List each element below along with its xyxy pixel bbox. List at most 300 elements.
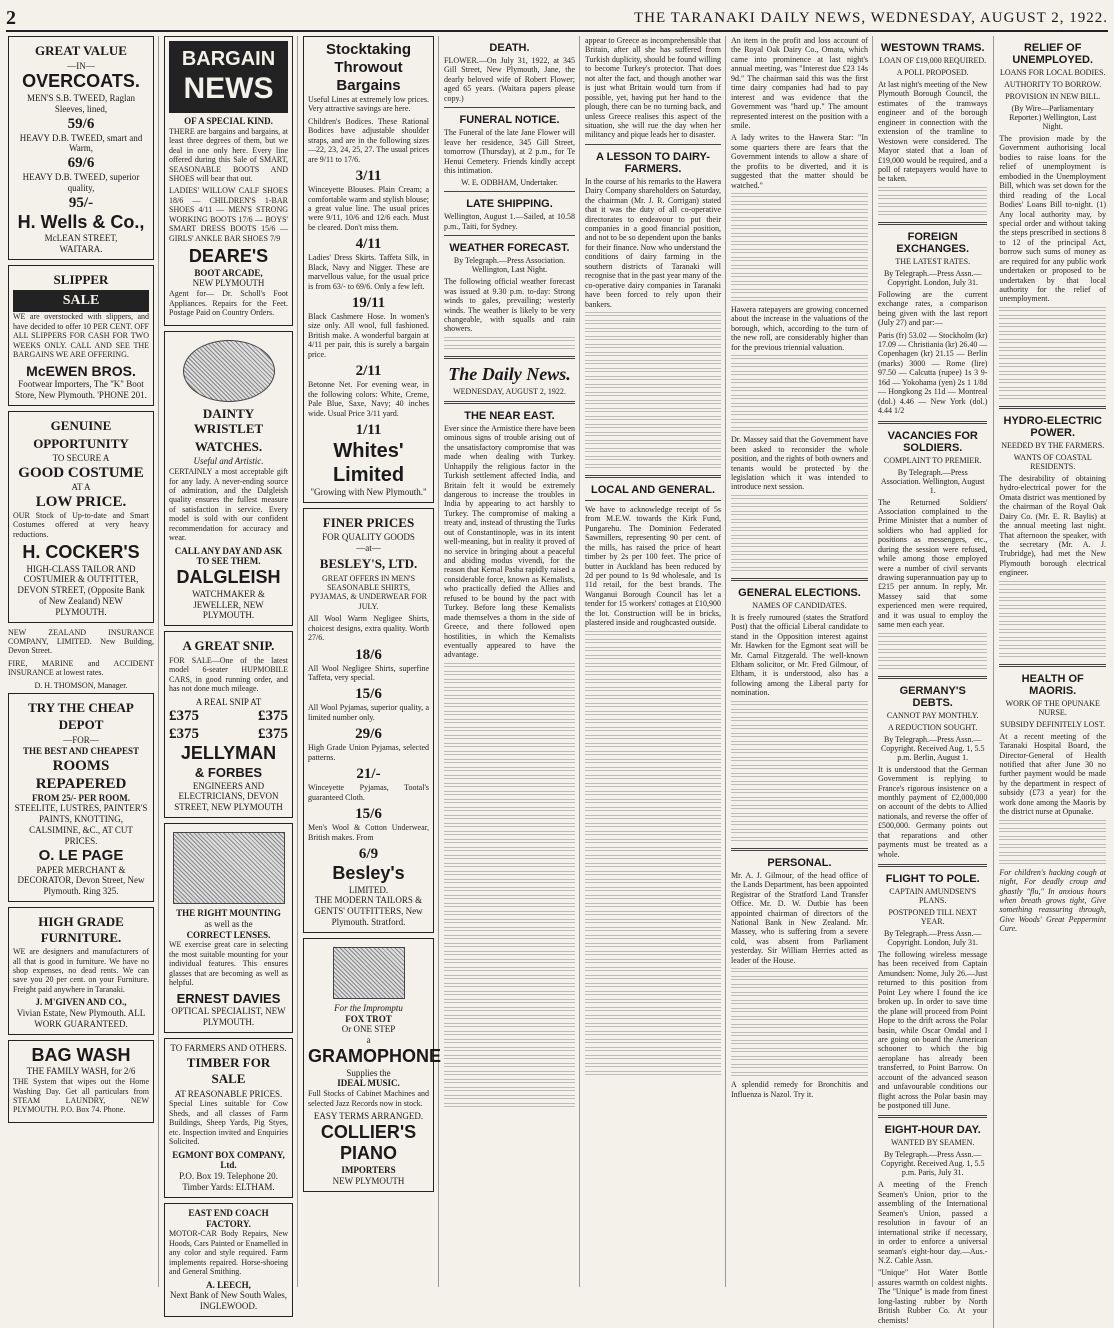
jellyman-text: FOR SALE—One of the latest model 6-seater HUPMOBILE CARS, in good running order, and has not done much mileage.: [169, 655, 288, 694]
text-filler: [585, 807, 721, 813]
text-filler: [731, 733, 868, 739]
giveen-text: WE are designers and manufacturers of all that is good in furniture. We have no shop expenses, no dead rents. We can save you 20 per cent. on your Furniture. Freight paid anywhere in Taranaki.: [13, 947, 149, 994]
wells-address-2: WAITARA.: [59, 244, 103, 255]
his-masters-voice-logo: [333, 947, 405, 999]
jellyman-name: JELLYMAN: [180, 743, 277, 764]
dalgleish-advert: [164, 331, 293, 627]
pole-sub-2: POSTPONED TILL NEXT YEAR.: [888, 908, 977, 926]
insurance-text-1: NEW ZEALAND INSURANCE COMPANY, LIMITED. New Building, Devon Street.: [8, 627, 154, 656]
text-filler: [444, 703, 575, 709]
text-filler: [444, 1071, 575, 1077]
text-filler: [731, 225, 868, 231]
text-filler: [731, 511, 868, 517]
text-filler: [999, 589, 1106, 595]
jellyman-price-4: £375: [258, 726, 288, 743]
text-filler: [585, 1031, 721, 1037]
text-filler: [731, 1008, 868, 1014]
jellyman-prices-1: [169, 707, 288, 725]
hydro-sub: NEEDED BY THE FARMERS.: [1001, 440, 1105, 450]
text-filler: [999, 844, 1106, 850]
text-filler: [731, 503, 868, 509]
divider: [731, 848, 868, 851]
rubber-notice: "Unique" Hot Water Bottle assures warmth on coldest nights. The "Unique" is made from finest long-lasting rubber by North British Rubber Co. At your chemists!: [878, 1268, 988, 1325]
factory-text: MOTOR-CAR Body Repairs, New Hoods, Cars Painted or Enamelled in any color and style required. Farm implements repaired. Horse-shoeing and General Smithing.: [169, 1229, 288, 1277]
timber-advert: [164, 1038, 293, 1198]
hydro-text: The desirability of obtaining hydro-electrical power for the Omata district was mentioned by the chairman of the Royal Oak Dairy Co. (Mr. E. R. Baylis) at the annual meeting last night. That afternoon the speaker, with the secretary (Mr. A. J. Trubridge), had met the New Plymouth borough electrical engineer.: [999, 473, 1106, 578]
text-filler: [731, 797, 868, 803]
dalgleish-sub: Useful and Artistic.: [193, 456, 264, 467]
text-filler: [585, 903, 721, 909]
unemployed-heading: RELIEF OF UNEMPLOYED.: [1012, 42, 1094, 66]
whites-advert: [303, 36, 434, 503]
local-item-massey: Dr. Massey said that the Government have been asked to reconsider the whole position, and the rights of both owners and tenants would be protected by the legislation which it was intended to introduce next session.: [731, 435, 868, 492]
text-filler: [585, 424, 721, 430]
text-filler: [731, 717, 868, 723]
maoris-text: At a recent meeting of the Taranaki Hospital Board, the Director-General of Health notified that after June 30 no further payment would be made by the department in respect of subsidy (£73 a year) for the work done among the Maoris by the district nurse at Opunake.: [999, 731, 1106, 817]
depot-desc: PAPER MERCHANT & DECORATOR, Devon Street, New Plymouth. Ring 325.: [17, 864, 145, 897]
exchanges-text: Following are the current exchange rates, a comparison being given with the last report (July 27) and par:—: [878, 289, 988, 328]
text-filler: [585, 1015, 721, 1021]
text-filler: [731, 379, 868, 385]
trams-sub-2: A POLL PROPOSED.: [896, 68, 969, 77]
whites-item-2: Winceyette Blouses. Plain Cream; a comfortable warm and stylish blouse; a great value line. The usual prices were 9/11, 10/6 and 12/6 each. Must be cleared. Don't miss them.: [308, 185, 429, 232]
column-2: [160, 36, 298, 1312]
besley-item-5: Winceyette Pyjamas, Tootal's guaranteed Cloth.: [308, 783, 429, 802]
besley-offer: GREAT OFFERS IN MEN'S SEASONABLE SHIRTS, PYJAMAS, & UNDERWEAR FOR JULY.: [310, 573, 427, 611]
maoris-sub: WORK OF THE OPUNAKE NURSE.: [1005, 698, 1100, 717]
text-filler: [585, 991, 721, 997]
besley-title-1: FINER PRICES: [322, 514, 415, 530]
bargain-text: THERE are bargains and bargains, at least three degrees of them, but we deal in one only here. Every line offered during this Sale of SMART, SEASONABLE BOOTS AND SHOES will bear that out.: [169, 126, 288, 183]
text-filler: [444, 337, 575, 343]
davies-name: ERNEST DAVIES: [176, 990, 281, 1006]
personal-heading: PERSONAL.: [767, 856, 832, 869]
text-filler: [731, 281, 868, 287]
text-filler: [585, 456, 721, 462]
text-filler: [878, 633, 987, 639]
divider: [731, 578, 868, 581]
text-filler: [731, 419, 868, 425]
unemployed-text: The provision made by the Government authorising local bodies to raise loans for the relief of unemployment is embodied in the Unemployment Bill, which was set down for the third reading of the Local Bodies' Loans Bill to-night. (1) Any local authority may, by special order and without taking the steps prescribed in sections 8 to 12 of the principal Act, borrow such sums of money as are required for any public work undertaken or proposed to be undertaken by that local authority for the relief of unemployment.: [999, 134, 1106, 304]
text-filler: [731, 395, 868, 401]
text-filler: [999, 629, 1106, 635]
depot-line-1: —FOR—: [63, 734, 99, 745]
text-filler: [444, 1095, 575, 1101]
dalgleish-title-1: DAINTY WRISTLET: [193, 405, 264, 437]
dalgleish-name: DALGLEISH: [176, 567, 281, 588]
pole-byline: By Telegraph.—Press Assn.—Copyright. London, July 31.: [883, 929, 982, 947]
column-5: [581, 36, 726, 1287]
divider: [444, 191, 575, 192]
besley-price-3: 29/6: [355, 726, 382, 743]
wells-name: H. Wells & Co.,: [17, 211, 145, 232]
text-filler: [444, 887, 575, 893]
soldiers-heading: VACANCIES FOR SOLDIERS.: [887, 429, 978, 454]
text-filler: [731, 233, 868, 239]
text-filler: [731, 741, 868, 747]
bagwash-text: THE System that wipes out the Home Washing Day. Get all particulars from STEAM LAUNDRY, NEW PLYMOUTH. P.O. Box 74. Phone.: [13, 1077, 149, 1115]
eighthour-text: A meeting of the French Seamen's Union, prior to the assembling of the International Seamen's Union, passed a resolution in favour of an international strike if necessary, in order to enforce a universal seaman's eight-hour day.—Aus.-N.Z. Cable Assn.: [878, 1180, 988, 1265]
text-filler: [444, 1063, 575, 1069]
germany-heading: GERMANY'S DEBTS.: [899, 684, 966, 709]
column-1: [4, 36, 159, 1287]
column-7: [874, 36, 1110, 1325]
text-filler: [444, 927, 575, 933]
text-filler: [731, 725, 868, 731]
jellyman-prices-2: [169, 725, 288, 743]
jellyman-title: A GREAT SNIP.: [182, 638, 275, 654]
text-filler: [585, 368, 721, 374]
text-filler: [731, 1040, 868, 1046]
text-filler: [444, 919, 575, 925]
trams-sub: LOAN OF £19,000 REQUIRED.: [879, 56, 987, 65]
text-filler: [585, 823, 721, 829]
leader-continued: appear to Greece as incomprehensible that Britain, after all she has suffered from Turkish duplicity, should be found willing to become Turkey's protector. That does not alter the fact, and though another war is just what Britain would turn from if possible, yet, having put her hand to the plough, there can be no turning back, and unless Greece realises this aspect of the situation, she will rue the day when her militancy and pique leads her to disaster.: [585, 36, 721, 140]
collier-line-4: a: [366, 1035, 371, 1046]
exchanges-sub: THE LATEST RATES.: [895, 256, 971, 266]
text-filler: [731, 543, 868, 549]
text-filler: [585, 895, 721, 901]
text-filler: [731, 1024, 868, 1030]
besley-item-4: High Grade Union Pyjamas, selected patterns.: [308, 743, 429, 762]
divider: [878, 864, 987, 867]
local-general-heading: LOCAL AND GENERAL.: [590, 483, 716, 496]
text-filler: [585, 863, 721, 869]
whites-title-3: Bargains: [336, 77, 401, 94]
collier-name: COLLIER'S: [320, 1121, 417, 1142]
text-filler: [585, 831, 721, 837]
text-filler: [444, 1039, 575, 1045]
text-filler: [585, 312, 721, 318]
text-filler: [585, 959, 721, 965]
col7-left: [878, 36, 987, 1328]
besley-ltd: LIMITED.: [348, 884, 389, 895]
davies-text: WE exercise great care in selecting the most suitable mounting for your individual features. This ensures glasses that are becoming as well as helpful.: [169, 940, 288, 988]
text-filler: [585, 1071, 721, 1077]
text-filler: [585, 1039, 721, 1045]
cocker-line-3: AT A: [71, 481, 91, 492]
text-filler: [585, 887, 721, 893]
text-filler: [999, 339, 1106, 345]
besley-at: —at—: [356, 543, 381, 554]
col7-split: [878, 36, 1106, 1328]
divider: [878, 1115, 987, 1118]
page-number: 2: [6, 6, 17, 29]
text-filler: [999, 852, 1106, 858]
text-filler: [999, 315, 1106, 321]
general-elections-sub: NAMES OF CANDIDATES.: [752, 600, 847, 610]
divider: [444, 235, 575, 236]
text-filler: [585, 376, 721, 382]
text-filler: [585, 1007, 721, 1013]
text-filler: [878, 195, 987, 201]
text-filler: [585, 703, 721, 709]
text-filler: [444, 663, 575, 669]
depot-title-2: DEPOT: [58, 717, 104, 733]
text-filler: [999, 621, 1106, 627]
bagwash-sub: THE FAMILY WASH, for 2/6: [26, 1066, 136, 1077]
text-filler: [444, 687, 575, 693]
divider: [999, 664, 1106, 667]
wells-advert: [8, 36, 154, 260]
text-filler: [585, 783, 721, 789]
whites-price-4: 2/11: [355, 363, 382, 380]
funeral-text: The Funeral of the late Jane Flower will leave her residence, 345 Gill Street, tomorrow (Thursday), at 2 p.m., for Te Henui Cemetery. Friends kindly accept this intimation.: [444, 128, 575, 175]
text-filler: [444, 727, 575, 733]
text-filler: [444, 679, 575, 685]
text-filler: [585, 360, 721, 366]
text-filler: [999, 836, 1106, 842]
text-filler: [585, 1055, 721, 1061]
divider: [444, 401, 575, 404]
depot-line-4: FROM 25/- PER ROOM.: [32, 792, 130, 803]
collier-line-5: Supplies the: [346, 1067, 391, 1078]
whites-item-3: Ladies' Dress Skirts. Taffeta Silk, in Black, Navy and Nigger. These are marvellous value, for the usual price is from 63/- to 69/6. Only a few left.: [308, 253, 429, 291]
germany-text: It is understood that the German Government is replying to France's rigorous insistence on a monthly payment of £2,000,000 on account of the debts to Allied nationals, and reverse the offer of £500,000. Germany points out that reparations and other payments must be treated as a whole.: [878, 764, 988, 859]
local-item-hawera-valuations: Hawera ratepayers are growing concerned about the increase in the valuations of the borough, which, according to the turn of the new roll, are considerably higher than for the previous triennial valuation.: [731, 305, 868, 352]
text-filler: [585, 384, 721, 390]
besley-item-2: All Wool Negligee Shirts, superfine Taffeta, very special.: [308, 663, 429, 683]
text-filler: [878, 641, 987, 647]
column-6: [727, 36, 873, 1287]
bronchitis-notice: A splendid remedy for Bronchitis and Influenza is Nazol. Try it.: [731, 1080, 868, 1099]
exchanges-heading: FOREIGN EXCHANGES.: [896, 230, 970, 255]
text-filler: [585, 927, 721, 933]
whites-title-2: Throwout: [334, 59, 403, 76]
death-heading: DEATH.: [489, 42, 530, 54]
text-filler: [444, 1103, 575, 1109]
wells-price-3: 95/-: [68, 194, 94, 211]
besley-name: BESLEY'S, LTD.: [319, 555, 418, 571]
hydro-heading: HYDRO-ELECTRIC POWER.: [1003, 414, 1102, 439]
deare-name-2: BOOT ARCADE,: [194, 267, 263, 278]
text-filler: [999, 347, 1106, 353]
text-filler: [878, 187, 987, 193]
besley-item-3: All Wool Pyjamas, superior quality, a limited number only.: [308, 703, 429, 722]
text-filler: [999, 597, 1106, 603]
insurance-manager: D. H. THOMSON, Manager.: [34, 680, 128, 690]
jellyman-price-3: £375: [169, 726, 199, 743]
collier-line-2: FOX TROT: [345, 1013, 392, 1024]
text-filler: [585, 1023, 721, 1029]
deare-advert: [164, 36, 293, 326]
shipping-text: Wellington, August 1.—Sailed, at 10.58 p.m., Taiti, for Sydney.: [444, 212, 575, 231]
unemployed-byline: (By Wire—Parliamentary Reporter.) Wellington, Last Night.: [1009, 104, 1097, 131]
text-filler: [444, 1015, 575, 1021]
text-filler: [585, 1047, 721, 1053]
dalgleish-text: CERTAINLY a most acceptable gift for any lady. A never-ending source of admiration, and the Dalgleish quality ensures the fullest measure of satisfaction in service. Every model is sold with our confident recommendation for accuracy and wear.: [169, 467, 288, 543]
text-filler: [731, 709, 868, 715]
leader-heading: THE NEAR EAST.: [464, 409, 555, 422]
collier-line-1: For the Impromptu: [334, 1002, 403, 1013]
text-filler: [444, 911, 575, 917]
text-filler: [731, 257, 868, 263]
shipping-heading: LATE SHIPPING.: [466, 198, 553, 211]
text-filler: [731, 527, 868, 533]
text-filler: [999, 323, 1106, 329]
cocker-line-2: GOOD COSTUME: [18, 464, 144, 481]
text-filler: [444, 719, 575, 725]
text-filler: [731, 363, 868, 369]
text-filler: [731, 701, 868, 707]
text-filler: [731, 427, 868, 433]
text-filler: [731, 273, 868, 279]
deare-name: DEARE'S: [188, 246, 269, 267]
text-filler: [999, 355, 1106, 361]
spectacles-illustration: [173, 832, 285, 904]
weather-heading: WEATHER FORECAST.: [449, 242, 570, 255]
text-filler: [585, 432, 721, 438]
besley-advert: [303, 508, 434, 933]
besley-item-6: Men's Wool & Cotton Underwear, British makes. From: [308, 823, 429, 842]
text-filler: [731, 821, 868, 827]
text-filler: [999, 387, 1106, 393]
maoris-heading: HEALTH OF MAORIS.: [1021, 672, 1084, 697]
text-filler: [444, 967, 575, 973]
weather-byline: By Telegraph.—Press Association. Wellington, Last Night.: [453, 256, 566, 275]
text-filler: [999, 605, 1106, 611]
personal-text: Mr. A. J. Gilmour, of the head office of the Lands Department, has been appointed Registrar of the Stratford Land Transfer Office. Mr. D. W. Dutbie has been appointed chairman of directors of the National Bank in New Zealand. Mr. Massey, who is suffering from a severe cold, was absent from Parliament yesterday. Sir William Herries acted as leader of the House.: [731, 870, 868, 965]
text-filler: [444, 959, 575, 965]
wells-item-3: HEAVY D.B. TWEED, superior quality,: [22, 172, 140, 193]
jellyman-name-2: & FORBES: [194, 764, 263, 780]
text-filler: [444, 1031, 575, 1037]
text-filler: [444, 711, 575, 717]
bargain-news-banner: [169, 41, 288, 113]
timber-sub: AT REASONABLE PRICES.: [174, 1088, 283, 1099]
farmers-heading: A LESSON TO DAIRY-FARMERS.: [596, 150, 710, 175]
text-filler: [585, 855, 721, 861]
whites-title-1: Stocktaking: [325, 41, 412, 58]
text-filler: [444, 671, 575, 677]
funeral-undertaker: W. E. ODBHAM, Undertaker.: [461, 178, 558, 188]
text-filler: [585, 847, 721, 853]
text-filler: [585, 352, 721, 358]
text-filler: [444, 983, 575, 989]
pole-sub: CAPTAIN AMUNDSEN'S PLANS.: [889, 887, 977, 905]
text-filler: [585, 679, 721, 685]
collier-address: NEW PLYMOUTH: [332, 1175, 405, 1186]
text-filler: [585, 943, 721, 949]
text-filler: [731, 495, 868, 501]
text-filler: [731, 1016, 868, 1022]
text-filler: [585, 999, 721, 1005]
giveen-address: Vivian Estate, New Plymouth. ALL WORK GUARANTEED.: [16, 1008, 146, 1029]
wells-item-2: HEAVY D.B. TWEED, smart and Warm,: [19, 132, 143, 154]
wells-in: —IN—: [67, 60, 95, 71]
davies-title-1: THE RIGHT MOUNTING: [176, 907, 281, 918]
text-filler: [444, 879, 575, 885]
text-filler: [731, 519, 868, 525]
text-filler: [731, 403, 868, 409]
divider: [585, 144, 721, 145]
text-filler: [585, 879, 721, 885]
general-elections-text: It is freely rumoured (states the Stratford Post) that the official Liberal candidate to stand in the Opposition interest against Mr. Hawken for the Egmont seat will be Mr. Carnal Fitzgerald. The well-known Eltham solicitor, or Mr. Fred Gilmour, of Eltham, it is understood, also has a following among the Liberal party for nomination.: [731, 612, 868, 698]
text-filler: [585, 671, 721, 677]
deare-agent: Agent for— Dr. Scholl's Foot Appliances. Repairs for the Feet. Postage Paid on Country Orders.: [169, 289, 288, 318]
cocker-title-1: GENUINE: [50, 417, 112, 433]
trams-text: At last night's meeting of the New Plymouth Borough Council, the estimates of the tramways engineer and of the borough engineer in connection with the extension of the tramline to Westown were considered. The Mayor stated that a loan of £19,000 would be required, and a poll of ratepayers would have to be taken.: [878, 80, 988, 184]
depot-line-2: THE BEST AND CHEAPEST: [22, 745, 140, 756]
besley-item-1: All Wool Warm Negligee Shirts, choicest designs, extra quality. Worth 27/6.: [308, 614, 429, 643]
daily-news-masthead: The Daily News.: [448, 363, 571, 384]
text-filler: [444, 815, 575, 821]
factory-title: EAST END COACH FACTORY.: [188, 1207, 269, 1229]
text-filler: [999, 363, 1106, 369]
depot-line-5: STEELITE, LUSTRES, PAINTER'S PAINTS, KNOTTING, CALSIMINE, &C., AT CUT PRICES.: [14, 803, 148, 846]
depot-name: O. LE PAGE: [38, 846, 124, 864]
exchanges-byline: By Telegraph.—Press Assn.—Copyright. London, July 31.: [883, 268, 982, 287]
eighthour-sub: WANTED BY SEAMEN.: [890, 1138, 975, 1148]
text-filler: [444, 903, 575, 909]
divider: [444, 356, 575, 359]
depot-line-3: ROOMS REPAPERED: [35, 757, 127, 792]
davies-advert: [164, 823, 293, 1033]
local-general-text: We have to acknowledge receipt of 5s from M.E.W. towards the Kirk Fund, Pungarehu. The Dominion Federated Sawmillers, representing 90 per cent. of the mills, has raised the price of heart timber by 2s per 100 feet. The price of butter in Auckland has been reduced by 2d per pound to 1s 9d wholesale, and 1s 11d retail, for the best brands. The Wanganui Borough Council has let a tender for 15 workers' cottages at £10,900 the lot. Construction will be in bricks, plastered inside and roughcasted outside.: [585, 504, 721, 628]
text-filler: [444, 695, 575, 701]
davies-address: OPTICAL SPECIALIST, NEW PLYMOUTH.: [171, 1006, 286, 1027]
jellyman-price-1: £375: [169, 708, 199, 725]
text-filler: [878, 211, 987, 217]
woods-verse: For children's hacking cough at night, For deadly croup and ghastly "flu," In anxious hours when breath grows tight, Give something reassuring through, Give Woods' Great Peppermint Cure.: [999, 867, 1106, 934]
besley-price-2: 15/6: [355, 686, 382, 703]
text-filler: [585, 791, 721, 797]
text-filler: [731, 241, 868, 247]
maoris-sub-2: SUBSIDY DEFINITELY LOST.: [1000, 719, 1106, 729]
text-filler: [585, 687, 721, 693]
soldiers-byline: By Telegraph.—Press Association. Wellington, August 1.: [880, 467, 985, 495]
local-continued: An item in the profit and loss account of the Royal Oak Dairy Co., Omata, which came into prominence at last night's annual meeting, was "Interest due £23 14s 9d." The chairman said this was the first time dairy companies had had to pay interest and was evidence that the Government was "hard up." The amount represented interest on the position with a smile.: [731, 36, 868, 130]
divider: [585, 475, 721, 478]
factory-address: Next Bank of New South Wales, INGLEWOOD.: [169, 1290, 288, 1312]
cocker-desc: HIGH-CLASS TAILOR AND COSTUMIER & OUTFITTER, DEVON STREET, (Opposite Bank of New Zealand) NEW PLYMOUTH.: [17, 563, 145, 617]
text-filler: [731, 551, 868, 557]
text-filler: [731, 1064, 868, 1070]
text-filler: [444, 863, 575, 869]
text-filler: [444, 759, 575, 765]
dalgleish-call: CALL ANY DAY AND ASK TO SEE THEM.: [174, 545, 283, 567]
text-filler: [731, 984, 868, 990]
whites-price-5: 1/11: [355, 421, 382, 438]
text-filler: [731, 1072, 868, 1078]
text-filler: [731, 749, 868, 755]
bargain-sub: OF A SPECIAL KIND.: [184, 116, 273, 126]
germany-sub: CANNOT PAY MONTHLY.: [886, 710, 979, 720]
column-4: [440, 36, 580, 1287]
text-filler: [731, 289, 868, 295]
text-filler: [585, 751, 721, 757]
text-filler: [731, 837, 868, 843]
text-filler: [585, 935, 721, 941]
collier-terms: EASY TERMS ARRANGED.: [313, 1110, 424, 1121]
text-filler: [585, 320, 721, 326]
general-elections-heading: GENERAL ELECTIONS.: [738, 586, 861, 599]
text-filler: [585, 767, 721, 773]
text-filler: [585, 663, 721, 669]
cocker-line-1: TO SECURE A: [52, 453, 110, 464]
text-filler: [999, 653, 1106, 659]
whites-price-2: 4/11: [355, 236, 382, 253]
text-filler: [999, 828, 1106, 834]
text-filler: [585, 759, 721, 765]
text-filler: [731, 1048, 868, 1054]
text-filler: [731, 805, 868, 811]
mcewen-address: Footwear Importers, The "K" Boot Store, New Plymouth. 'PHONE 201.: [15, 379, 147, 401]
text-filler: [731, 1032, 868, 1038]
text-filler: [585, 919, 721, 925]
text-filler: [444, 823, 575, 829]
text-filler: [444, 1087, 575, 1093]
